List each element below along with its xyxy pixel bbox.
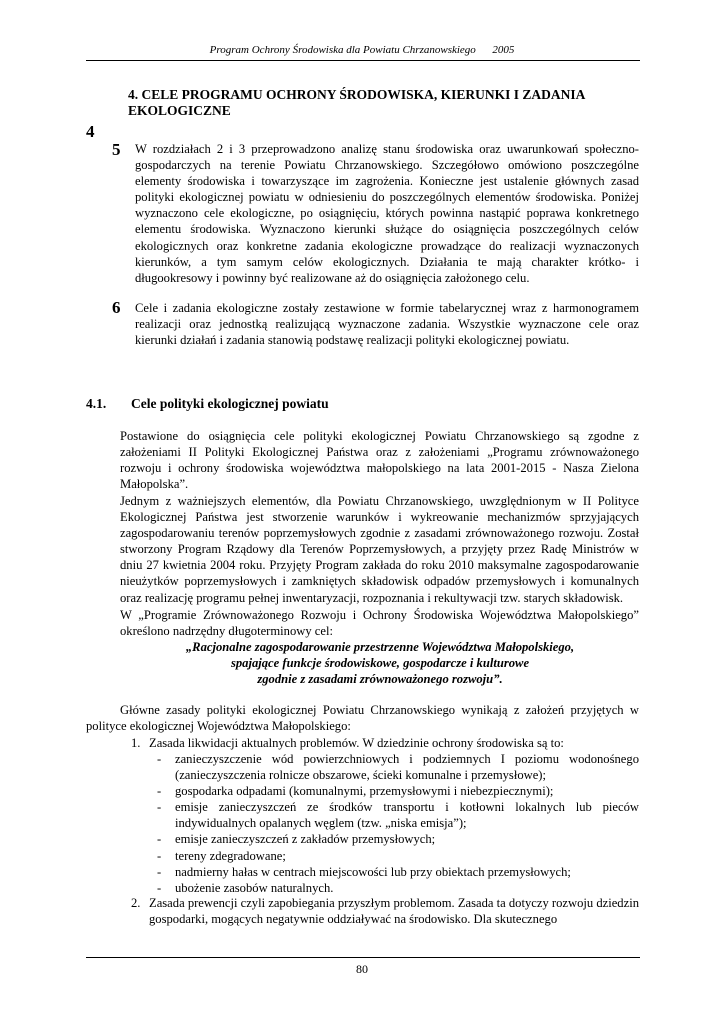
chapter-paragraph-1: W rozdziałach 2 i 3 przeprowadzono analizę stanu środowiska oraz uwarunkowań społeczno-gospodarczych na terenie Powiatu Chrzanowskiego. Szczegółowo omówiono poszczególne elementy środowiska i towarzyszące im zagrożenia. Konieczne jest ustalenie głównych zasad polityki ekologicznej powiatu w odniesieniu do poszczególnych elementów środowiska. Poniżej wyznaczono cele ekologiczne, po osiągnięciu, których powinna nastąpić poprawa konkretnego elementu środowiska. Wyznaczono kierunki służące do osiągnięcia poszczególnych celów ekologicznych oraz konkretne zadania ekologiczne prowadzące do realizacji wyznaczonych kierunków, a tym samym celów ekologicznych. Działania te mają charakter krótko- i długookresowy i powinny być realizowane aż do osiągnięcia założonego celu. — [135, 142, 639, 285]
header-title: Program Ochrony Środowiska dla Powiatu Chrzanowskiego — [209, 44, 476, 56]
revision-marker-6: 6 — [112, 298, 121, 317]
list-item: - tereny zdegradowane; — [157, 848, 639, 864]
list-item: - emisje zanieczyszczeń ze środków transportu i kotłowni lokalnych lub pieców indywidualnych opalanych węglem (tzw. „niska emisja”); — [157, 799, 639, 831]
goal-quote-line-2: spajające funkcje środowiskowe, gospodarcze i kulturowe — [230, 656, 530, 670]
chapter-paragraph-2: Cele i zadania ekologiczne zostały zestawione w formie tabelarycznej wraz z harmonogramem realizacji oraz jednostką realizującą wyznaczone zadania. Wszystkie wyznaczone cele oraz kierunki działań i zadania stanowią podstawę realizacji polityki ekologicznej powiatu. — [135, 301, 639, 348]
chapter-heading: 4. CELE PROGRAMU OCHRONY ŚRODOWISKA, KIERUNKI I ZADANIA EKOLOGICZNE — [128, 87, 585, 118]
page-number: 80 — [356, 962, 368, 976]
list-item: - zanieczyszczenie wód powierzchniowych i podziemnych I poziomu wodonośnego (zanieczyszczenia rolnicze obszarowe, ścieki komunalne i przemysłowe); — [157, 751, 639, 783]
footer-divider — [86, 957, 640, 958]
revision-marker-5: 5 — [112, 140, 121, 159]
list-item-text-1: Zasada likwidacji aktualnych problemów. W dziedzinie ochrony środowiska są to: — [149, 736, 564, 750]
revision-marker-4: 4 — [86, 122, 95, 141]
running-header — [0, 44, 724, 56]
list-item-text-2: Zasada prewencji czyli zapobiegania przyszłym problemom. Zasada ta dotyczy rozwoju dziedzin gospodarki, mogących negatywnie oddziaływać na środowisko. Dla skutecznego — [149, 896, 639, 927]
section-paragraph-3: W „Programie Zrównoważonego Rozwoju i Ochrony Środowiska Województwa Małopolskiego” określono nadrzędny długoterminowy cel: — [120, 608, 639, 639]
pollution-problem-list — [157, 751, 639, 896]
list-item: - nadmierny hałas w centrach miejscowości lub przy obiektach przemysłowych; — [157, 864, 639, 880]
list-item-number-1: 1. — [131, 736, 141, 750]
list-item: - ubożenie zasobów naturalnych. — [157, 880, 639, 896]
section-title: Cele polityki ekologicznej powiatu — [131, 396, 329, 411]
goal-quote-line-3: zgodnie z zasadami zrównoważonego rozwoju”. — [257, 672, 503, 686]
section-paragraph-1: Postawione do osiągnięcia cele polityki ekologicznej Powiatu Chrzanowskiego są zgodne z założeniami II Polityki Ekologicznej Państwa oraz z założeniami „Programu zrównoważonego rozwoju i ochrony środowiska województwa małopolskiego na lata 2001-2015 - Nasza Zielona Małopolska”. — [120, 429, 639, 492]
section-paragraph-4: Główne zasady polityki ekologicznej Powiatu Chrzanowskiego wynikają z założeń przyjętych w polityce ekologicznej Województwa Małopolskiego: — [86, 703, 639, 734]
section-paragraph-2: Jednym z ważniejszych elementów, dla Powiatu Chrzanowskiego, uwzględnionym w II Polityce Ekologicznej Państwa jest stworzenie warunków i wykreowanie mechanizmów sprzyjających zagospodarowaniu terenów poprzemysłowych zgodnie z zasadami zrównoważonego rozwoju. Został stworzony Program Rządowy dla Terenów Poprzemysłowych, a przyjęty przez Radę Ministrów w dniu 27 kwietnia 2004 roku. Przyjęty Program zakłada do roku 2010 maksymalne zagospodarowanie nieużytków poprzemysłowych i zamkniętych składowisk odpadów przemysłowych i komunalnych oraz realizację programu pełnej inwentaryzacji, rozpoznania i rekultywacji tzw. starych składowisk. — [120, 494, 639, 605]
list-item: - emisje zanieczyszczeń z zakładów przemysłowych; — [157, 831, 639, 847]
section-number: 4.1. — [86, 396, 107, 411]
goal-quote — [120, 639, 640, 687]
list-item-number-2: 2. — [131, 896, 141, 910]
list-item: - gospodarka odpadami (komunalnymi, przemysłowymi i niebezpiecznymi); — [157, 783, 639, 799]
header-year: 2005 — [492, 44, 515, 56]
goal-quote-line-1: „Racjonalne zagospodarowanie przestrzenne Województwa Małopolskiego, — [185, 640, 575, 654]
header-divider — [86, 60, 640, 61]
